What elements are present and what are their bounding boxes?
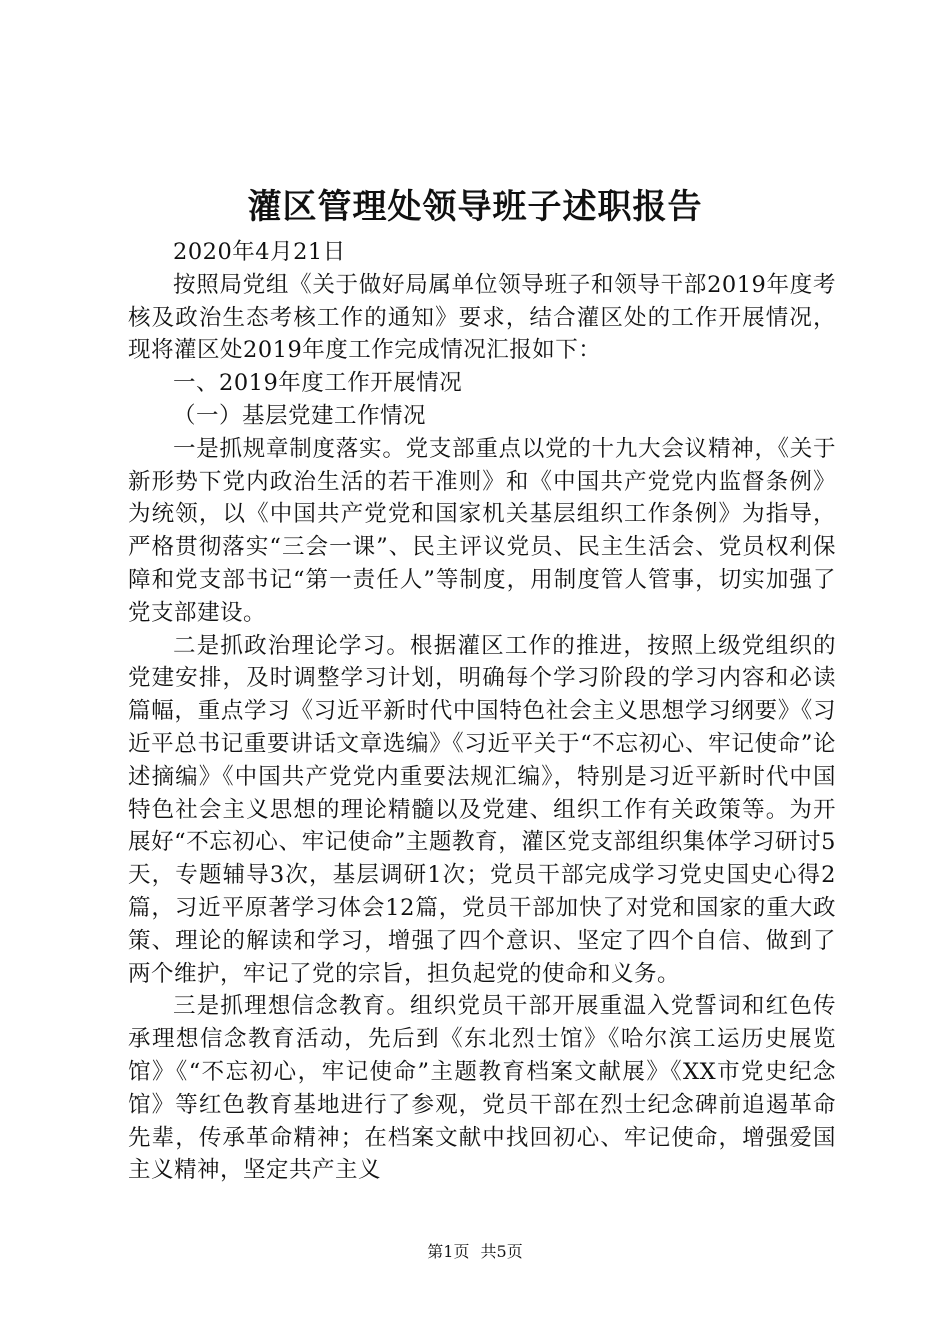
document-date: 2020年4月21日: [173, 239, 346, 265]
paragraph-theory-study: 二是抓政治理论学习。根据灌区工作的推进，按照上级党组织的党建安排，及时调整学习计划，明确每个学习阶段的学习内容和必读篇幅，重点学习《习近平新时代中国特色社会主义思想学习纲要》《习近平总书记重要讲话文章选编》《习近平关于“不忘初心、牢记使命”论述摘编》《中国共产党党内重要法规汇编》，特别是习近平新时代中国特色社会主义思想的理论精髓以及党建、组织工作有关政策等。为开展好“不忘初心、牢记使命”主题教育，灌区党支部组织集体学习研讨5天，专题辅导3次，基层调研1次；党员干部完成学习党史国史心得2篇，习近平原著学习体会12篇，党员干部加快了对党和国家的重大政策、理论的解读和学习，增强了四个意识、坚定了四个自信、做到了两个维护，牢记了党的宗旨，担负起党的使命和义务。: [128, 632, 836, 987]
subsection-heading: （一）基层党建工作情况: [173, 402, 427, 429]
intro-paragraph: 按照局党组《关于做好局属单位领导班子和领导干部2019年度考核及政治生态考核工作的通知》要求，结合灌区处的工作开展情况，现将灌区处2019年度工作完成情况汇报如下：: [128, 271, 836, 364]
paragraph-regulations: 一是抓规章制度落实。党支部重点以党的十九大会议精神，《关于新形势下党内政治生活的若干准则》和《中国共产党党内监督条例》为统领，以《中国共产党党和国家机关基层组织工作条例》为指导，严格贯彻落实“三会一课”、民主评议党员、民主生活会、党员权利保障和党支部书记“第一责任人”等制度，用制度管人管事，切实加强了党支部建设。: [128, 435, 836, 626]
paragraph-ideals-education: 三是抓理想信念教育。组织党员干部开展重温入党誓词和红色传承理想信念教育活动，先后到《东北烈士馆》《哈尔滨工运历史展览馆》《“不忘初心，牢记使命”主题教育档案文献展》《XX市党史纪念馆》等红色教育基地进行了参观，党员干部在烈士纪念碑前追遏革命先辈，传承革命精神；在档案文献中找回初心、牢记使命，增强爱国主义精神，坚定共产主义: [128, 993, 836, 1184]
document-title: 灌区管理处领导班子述职报告: [247, 187, 703, 227]
page-number: 第1页: [427, 1242, 470, 1261]
page-footer: [0, 1241, 950, 1263]
document-body: [128, 236, 836, 1187]
page-total: 共5页: [480, 1242, 523, 1261]
section-heading: 一、2019年度工作开展情况: [173, 370, 463, 397]
